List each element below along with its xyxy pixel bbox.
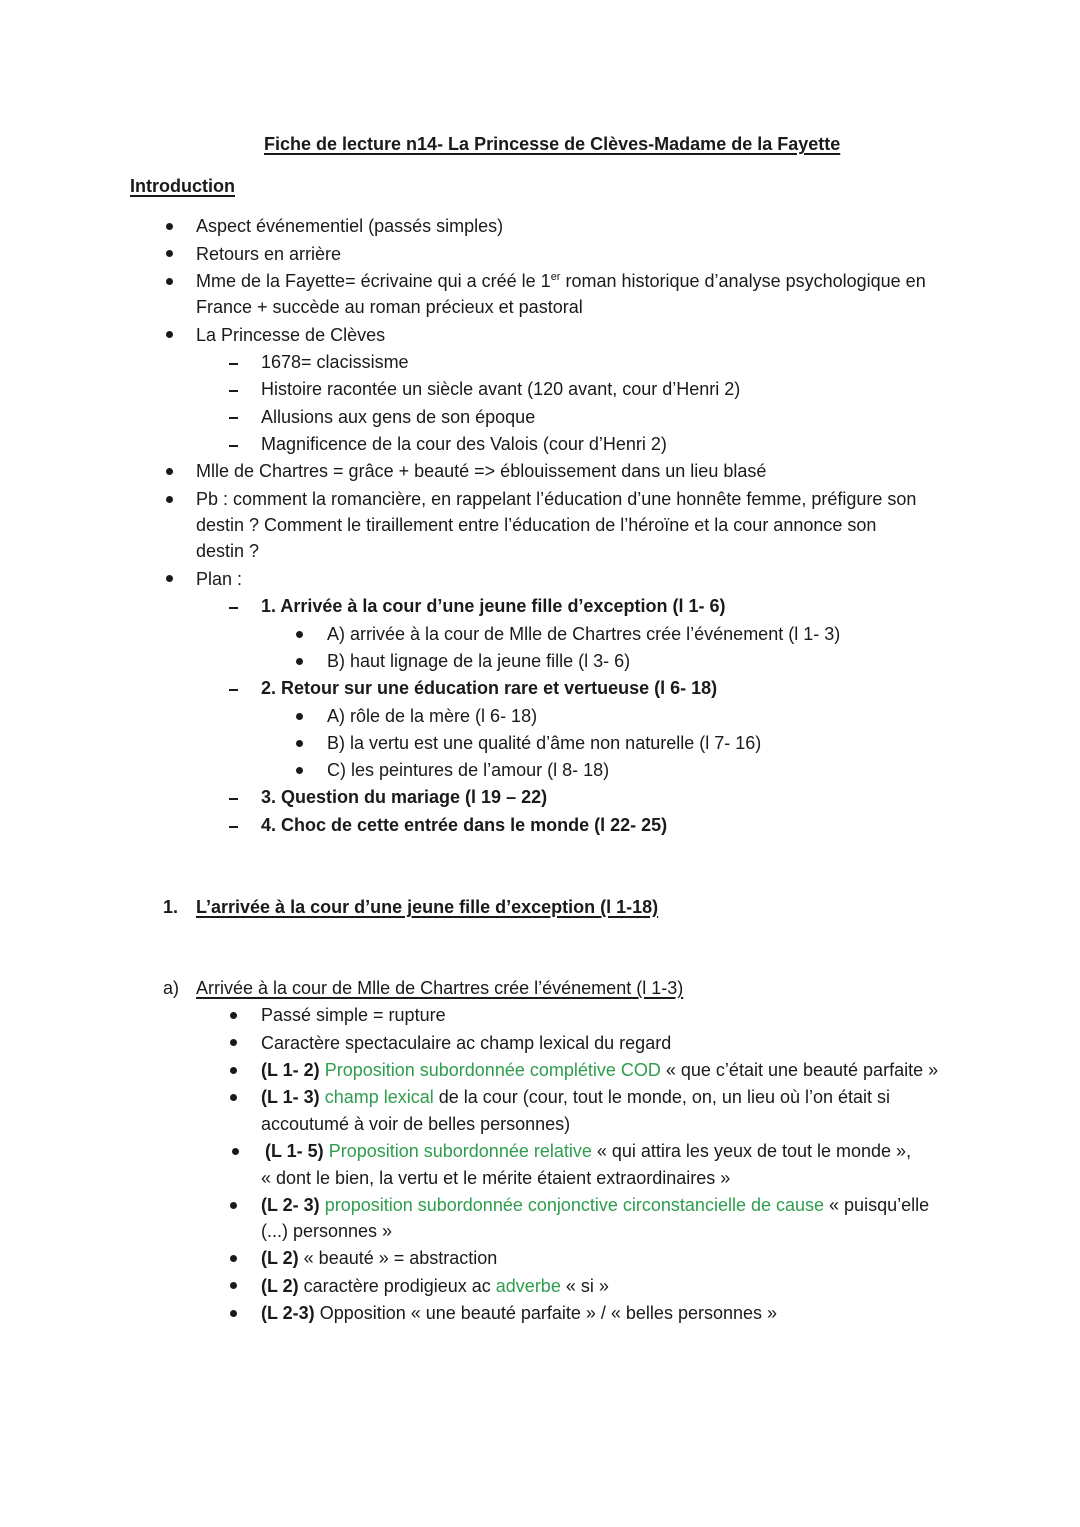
bullet-icon [166,223,173,230]
list-item: Plan : [196,569,243,589]
analysis-item-continuation: (...) personnes » [261,1221,393,1241]
item-text: « beauté » = abstraction [298,1248,498,1268]
line-reference: (L 2) [261,1276,299,1296]
analysis-item [261,1088,890,1106]
quote: « que c’était une beauté parfaite » [660,1060,939,1080]
bullet-icon [230,1094,237,1101]
line-reference: (L 1- 3) [261,1087,320,1107]
dash-icon [229,798,238,800]
grammar-term: proposition subordonnée conjonctive circonstancielle de cause [324,1195,825,1215]
quote: « puisqu’elle [824,1195,930,1215]
list-item: Aspect événementiel (passés simples) [196,216,504,236]
bullet-icon [296,631,303,638]
analysis-item-continuation: « dont le bien, la vertu et le mérite étaient extraordinaires » [261,1168,731,1188]
analysis-item [261,1277,609,1295]
bullet-icon [230,1255,237,1262]
dash-icon [229,390,238,392]
subsection-heading: Arrivée à la cour de Mlle de Chartres crée l’événement (l 1-3) [196,978,684,998]
section-heading-introduction: Introduction [130,176,235,196]
list-item-text: roman historique d’analyse psychologique en [560,271,926,291]
dash-icon [229,363,238,365]
quote: « qui attira les yeux de tout le monde », [591,1141,912,1161]
sub-list-item: 1678= clacissisme [261,352,409,372]
plan-sub-item: C) les peintures de l’amour (l 8- 18) [327,760,610,780]
dash-icon [229,689,238,691]
plan-item: 4. Choc de cette entrée dans le monde (l 22- 25) [261,815,668,835]
list-item: La Princesse de Clèves [196,325,386,345]
dash-icon [229,826,238,828]
bullet-icon [166,331,173,338]
line-reference: (L 1- 2) [261,1060,320,1080]
bullet-icon [230,1202,237,1209]
grammar-term: champ lexical [324,1087,434,1107]
bullet-icon [166,496,173,503]
plan-item: 1. Arrivée à la cour d’une jeune fille d’exception (l 1- 6) [261,596,726,616]
bullet-icon [230,1012,237,1019]
plan-item: 3. Question du mariage (l 19 – 22) [261,787,548,807]
line-reference: (L 2) [261,1248,299,1268]
bullet-icon [166,575,173,582]
dash-icon [229,417,238,419]
dash-icon [229,445,238,447]
bullet-icon [296,740,303,747]
grammar-term: Proposition subordonnée relative [328,1141,592,1161]
bullet-icon [230,1039,237,1046]
list-item-continuation: destin ? Comment le tiraillement entre l’éducation de l’héroïne et la cour annonce son [196,515,877,535]
analysis-item [261,1061,938,1079]
item-text: de la cour (cour, tout le monde, on, un lieu où l’on était si [433,1087,891,1107]
analysis-item: Passé simple = rupture [261,1005,446,1025]
bullet-icon [296,767,303,774]
grammar-term: adverbe [495,1276,561,1296]
plan-item: 2. Retour sur une éducation rare et vertueuse (l 6- 18) [261,678,718,698]
bullet-icon [232,1148,239,1155]
plan-sub-item: B) haut lignage de la jeune fille (l 3- 6) [327,651,631,671]
list-item [196,272,926,290]
dash-icon [229,607,238,609]
line-reference: (L 2-3) [261,1303,315,1323]
analysis-item [261,1196,929,1214]
list-item-continuation: destin ? [196,541,260,561]
analysis-item [261,1304,777,1322]
list-item: Mlle de Chartres = grâce + beauté => éblouissement dans un lieu blasé [196,461,767,481]
analysis-item [265,1142,911,1160]
analysis-item-continuation: accoutumé à voir de belles personnes) [261,1114,571,1134]
analysis-item: Caractère spectaculaire ac champ lexical du regard [261,1033,672,1053]
bullet-icon [230,1310,237,1317]
bullet-icon [296,658,303,665]
analysis-item [261,1249,497,1267]
grammar-term: Proposition subordonnée complétive COD [324,1060,661,1080]
line-reference: (L 2- 3) [261,1195,320,1215]
list-item: Pb : comment la romancière, en rappelant l’éducation d’une honnête femme, préfigure son [196,489,917,509]
bullet-icon [230,1067,237,1074]
subsection-marker: a) [163,978,180,998]
sub-list-item: Histoire racontée un siècle avant (120 avant, cour d’Henri 2) [261,379,741,399]
item-text: caractère prodigieux ac [298,1276,496,1296]
plan-sub-item: A) arrivée à la cour de Mlle de Chartres crée l’événement (l 1- 3) [327,624,841,644]
superscript: er [550,271,561,283]
plan-sub-item: B) la vertu est une qualité d’âme non naturelle (l 7- 16) [327,733,762,753]
sub-list-item: Allusions aux gens de son époque [261,407,536,427]
list-item: Retours en arrière [196,244,342,264]
quote: « si » [560,1276,609,1296]
list-item-text: Mme de la Fayette= écrivaine qui a créé le 1 [196,271,551,291]
item-text: Opposition « une beauté parfaite » / « belles personnes » [314,1303,778,1323]
bullet-icon [166,278,173,285]
page-title: Fiche de lecture n14- La Princesse de Clèves-Madame de la Fayette [264,134,841,154]
list-item-continuation: France + succède au roman précieux et pastoral [196,297,583,317]
bullet-icon [166,468,173,475]
bullet-icon [296,713,303,720]
section-heading: L’arrivée à la cour d’une jeune fille d’exception (l 1-18) [196,897,659,917]
sub-list-item: Magnificence de la cour des Valois (cour d’Henri 2) [261,434,667,454]
line-reference: (L 1- 5) [265,1141,324,1161]
bullet-icon [166,250,173,257]
section-number: 1. [163,897,179,917]
bullet-icon [230,1282,237,1289]
plan-sub-item: A) rôle de la mère (l 6- 18) [327,706,538,726]
